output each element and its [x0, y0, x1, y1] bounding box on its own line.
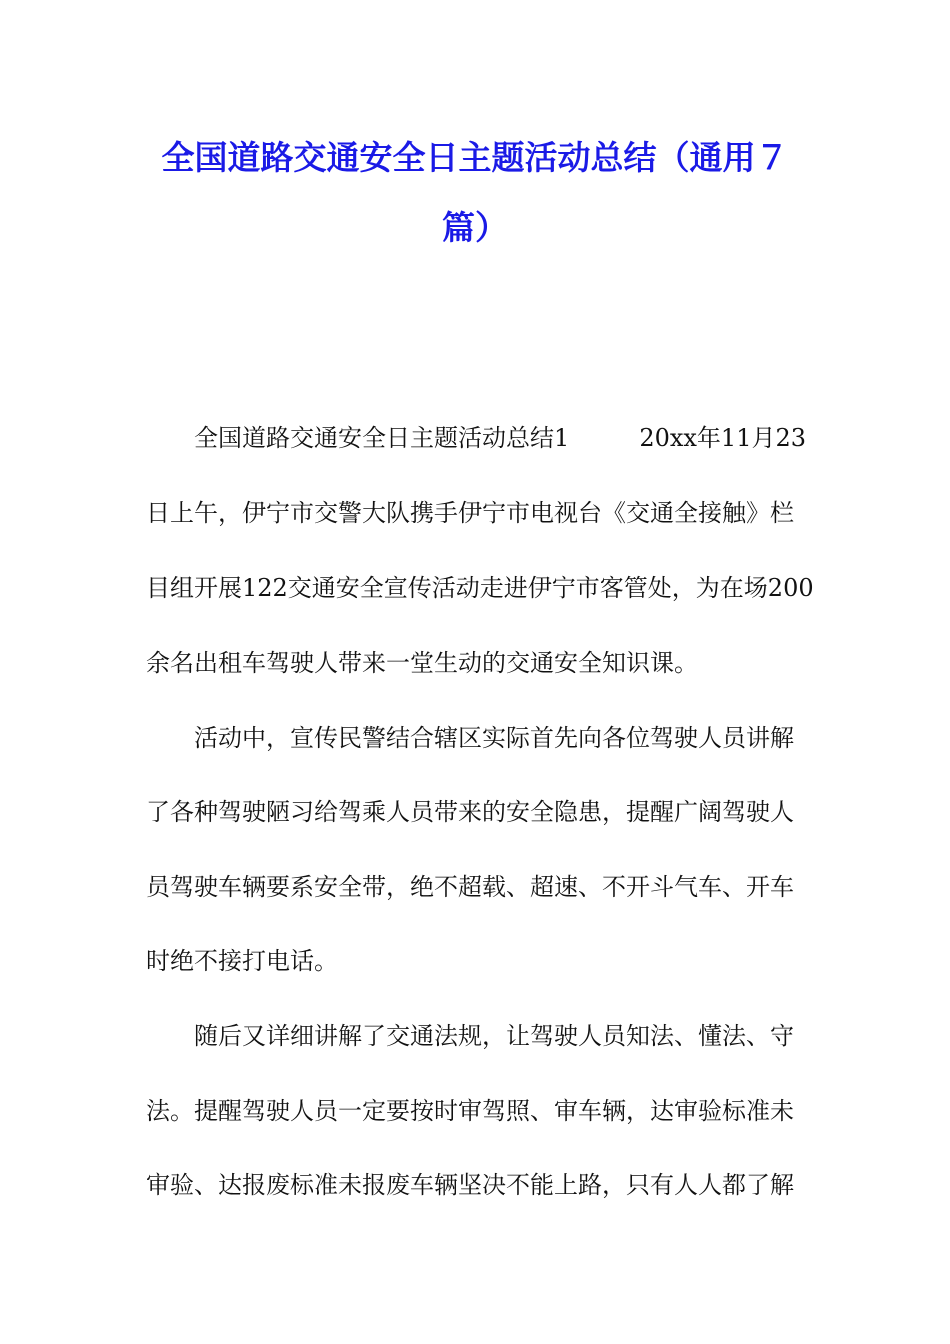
text-line: 员驾驶车辆要系安全带，绝不超载、超速、不开斗气车、开车	[146, 872, 794, 901]
text-line: 了各种驾驶陋习给驾乘人员带来的安全隐患，提醒广阔驾驶人	[146, 797, 794, 826]
paragraph-1-line-3	[146, 565, 814, 605]
text-line: 余名出租车驾驶人带来一堂生动的交通安全知识课。	[146, 648, 698, 677]
text-line: 日上午，伊宁市交警大队携手伊宁市电视台《交通全接触》栏	[146, 498, 794, 527]
paragraph-2-line-4	[146, 938, 806, 978]
paragraph-date: 20xx年11月23	[639, 423, 806, 452]
text-line: 活动中，宣传民警结合辖区实际首先向各位驾驶人员讲解	[194, 723, 794, 752]
text-line: 审验、达报废标准未报废车辆坚决不能上路，只有人人都了解	[146, 1170, 794, 1199]
paragraph-2-line-1	[194, 715, 806, 755]
document-title-line-1: 全国道路交通安全日主题活动总结（通用７	[161, 138, 789, 177]
text-line: 随后又详细讲解了交通法规，让驾驶人员知法、懂法、守	[194, 1021, 794, 1050]
text-line: 时绝不接打电话。	[146, 946, 338, 975]
document-title-line-2: 篇）	[442, 208, 508, 247]
paragraph-2-line-2	[146, 789, 806, 829]
paragraph-heading: 全国道路交通安全日主题活动总结1	[194, 423, 570, 452]
paragraph-3-line-2	[146, 1088, 806, 1128]
paragraph-1-line-2	[146, 490, 806, 530]
paragraph-1-line-1	[194, 415, 806, 455]
paragraph-3-line-1	[194, 1013, 806, 1053]
text-line: 目组开展122交通安全宣传活动走进伊宁市客管处，为在场200	[146, 573, 814, 602]
text-line: 法。提醒驾驶人员一定要按时审驾照、审车辆，达审验标准未	[146, 1096, 794, 1125]
paragraph-1-line-4	[146, 640, 806, 680]
paragraph-2-line-3	[146, 864, 806, 904]
paragraph-3-line-3	[146, 1162, 806, 1202]
